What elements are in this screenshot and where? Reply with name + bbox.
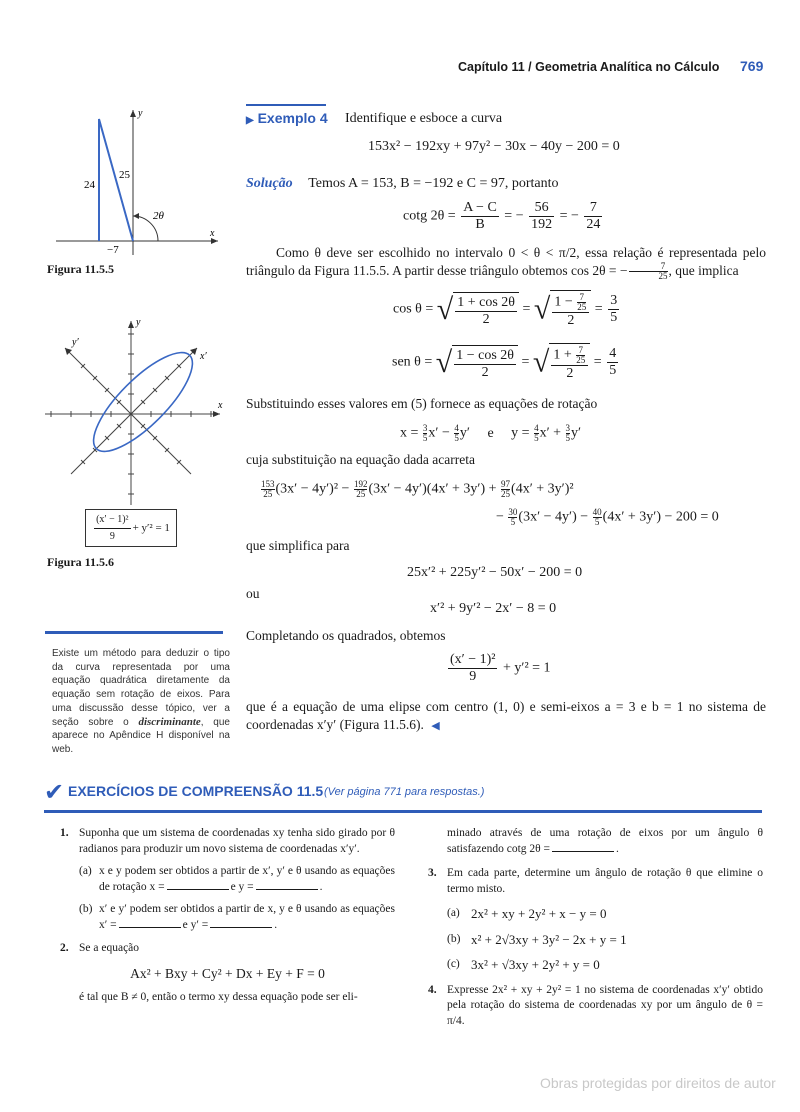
cotg-lhs: cotg 2θ = — [403, 208, 456, 224]
rot-b-var: y′ — [459, 425, 470, 441]
simplified-equation-2: x′² + 9y′² − 2x′ − 8 = 0 — [430, 601, 557, 616]
play-marker-icon: ▶ — [246, 115, 254, 126]
cotg-f1-den: B — [475, 217, 485, 232]
example-heading — [246, 110, 328, 126]
label-25: 25 — [119, 169, 130, 181]
sidebar-rule — [45, 631, 223, 634]
label-x: x — [210, 228, 215, 239]
solution-line — [246, 176, 559, 192]
paragraph-6: Completando os quadrados, obtemos — [246, 628, 446, 643]
sen-equation: sen θ = √ $\frac{1 - \cos 2\theta}{2}$ = √ 1 + $\frac{7}{25}$ 2 = $\frac{4}{5}$ — [392, 345, 617, 381]
s1-t2: (3x′ − 4y′)(4x′ + 3y′) + — [368, 481, 497, 497]
exercise-2-equation: Ax² + Bxy + Cy² + Dx + Ey + F = 0 — [130, 965, 325, 981]
end-marker-icon: ◀ — [431, 720, 440, 732]
label-y: y — [136, 317, 141, 328]
exercises-subtitle: (Ver página 771 para respostas.) — [324, 786, 485, 798]
note-emphasis: discriminante — [138, 715, 201, 728]
s2-t2: (4x′ + 3y′) − 200 = 0 — [602, 509, 719, 525]
exercise-2 — [60, 941, 395, 957]
cos-r2-top: 1 − — [554, 294, 573, 310]
simplified-equation: 25x′² + 225y′² − 50x′ − 200 = 0 — [407, 565, 583, 580]
exercise-4 — [428, 983, 763, 1030]
cotg-f2-num: 56 — [529, 200, 554, 217]
cotg-f3-den: 24 — [586, 217, 601, 232]
box-numerator: (x′ − 1)² — [94, 512, 131, 529]
sen-r2-top: 1 + — [553, 347, 572, 363]
s1-t1: (3x′ − 4y′)² − — [275, 481, 350, 497]
exercise-2-cont-end: . — [616, 842, 619, 855]
example-title: Exemplo 4 — [257, 110, 328, 126]
final-equation — [446, 652, 551, 685]
para1-frac-den: 25 — [658, 271, 668, 282]
exercise-1-number: 1. — [60, 827, 69, 839]
box-fraction — [94, 512, 131, 545]
cos-equation: cos θ = √ $\frac{1 + \cos 2\theta}{2}$ = √ 1 − $\frac{7}{25}$ 2 = $\frac{3}{5}$ — [393, 292, 618, 328]
s2-t1: (3x′ − 4y′) − — [518, 509, 589, 525]
conclusion — [246, 698, 766, 735]
angle-arrow — [133, 213, 139, 219]
note-text: Existe um método para deduzir o tipo da curva representada por uma equação quadrática diretamente da equação sem rotação de eixos. Para uma discussão desse tópico, ver a seção sobre o — [52, 648, 230, 728]
sen-r2-sf-num: 7 — [576, 346, 585, 356]
cos-r1-num: 1 + cos 2θ — [457, 294, 515, 310]
sen-eq2: = — [593, 354, 602, 370]
x-axis-arrow — [213, 411, 220, 417]
answer-blank[interactable] — [167, 889, 229, 890]
s2-f2-den: 5 — [594, 517, 600, 527]
s1-t3: (4x′ + 3y′)² — [511, 481, 574, 497]
sidebar-note — [52, 647, 230, 757]
label-x-prime: x′ — [200, 351, 207, 362]
cotg-f2-den: 192 — [531, 217, 553, 232]
exercises-rule — [44, 810, 762, 813]
exercise-2-text-after: é tal que B ≠ 0, então o termo xy dessa equação pode ser eli- — [79, 991, 358, 1003]
cos-res-den: 5 — [610, 310, 618, 325]
s1-f3-num: 97 — [501, 479, 511, 489]
cos-res-num: 3 — [610, 293, 618, 308]
exercise-2-cont-text: minado através de uma rotação de eixos por um ângulo θ satisfazendo cotg 2θ = — [447, 827, 763, 855]
cotg-eq2: = − — [504, 208, 524, 224]
cos-r2-den: 2 — [567, 313, 575, 328]
exercise-1a-text-b: e y = — [230, 880, 254, 893]
figure-11-5-6 — [40, 315, 230, 510]
s2-f1-den: 5 — [510, 517, 516, 527]
watermark: Obras protegidas por direitos de autor — [540, 1075, 776, 1091]
sen-eq: = — [521, 354, 530, 370]
exercise-2-number: 2. — [60, 942, 69, 954]
label-y-prime: y′ — [72, 337, 79, 348]
exercise-3b — [447, 932, 763, 948]
sen-r2-sf-den: 25 — [576, 355, 586, 365]
exercise-1a-text: x e y podem ser obtidos a partir de x′, y′ e θ usando as equações de rotação x = — [99, 865, 395, 893]
para1-end: , que implica — [668, 263, 739, 278]
box-denominator: 9 — [109, 530, 115, 542]
rot-c-var: x′ + — [539, 425, 562, 441]
checkmark-icon: ✔ — [44, 780, 65, 806]
exercise-3b-equation: x² + 2√3xy + 3y² − 2x + y = 1 — [471, 931, 627, 947]
exercise-3c — [447, 957, 763, 973]
exercise-1a-label: (a) — [79, 865, 92, 877]
rot-d-den: 5 — [565, 433, 571, 443]
y-axis-arrow — [130, 110, 136, 117]
rot-d-var: y′ — [571, 425, 582, 441]
running-header: Capítulo 11 / Geometria Analítica no Cálculo — [458, 60, 720, 74]
paragraph-5: ou — [246, 586, 260, 601]
sen-lhs: sen θ = — [392, 354, 433, 370]
rot-a-den: 5 — [422, 433, 428, 443]
rotation-equations — [400, 424, 581, 443]
cos-lhs: cos θ = — [393, 301, 434, 317]
sen-r1-den: 2 — [481, 364, 489, 380]
sen-res-num: 4 — [609, 346, 617, 361]
cos-eq: = — [522, 301, 531, 317]
exercise-1-text: Suponha que um sistema de coordenadas xy tenha sido girado por θ radianos para produzir um novo sistema de coordenadas x′y′. — [79, 827, 395, 855]
s1-f1-den: 25 — [263, 489, 273, 499]
cos-eq2: = — [594, 301, 603, 317]
exercise-1b-end: . — [274, 918, 278, 931]
rot-c-den: 5 — [534, 433, 539, 443]
exercise-1b-text-b: e y′ = — [182, 918, 209, 931]
substitution-line-1 — [260, 480, 574, 499]
figure-caption-2: Figura 11.5.6 — [47, 555, 115, 569]
y-axis-arrow — [128, 321, 134, 328]
y-prime-axis — [65, 348, 191, 474]
answer-blank[interactable] — [119, 927, 181, 928]
exercise-1a-end: . — [319, 880, 323, 893]
rot-a-num: 3 — [422, 423, 428, 433]
exercise-1a — [79, 864, 395, 895]
rot-x-lhs: x = — [400, 425, 419, 441]
label-2theta: 2θ — [153, 210, 164, 222]
cotg-f1-num: A − C — [463, 200, 497, 215]
conclusion-text: que é a equação de uma elipse com centro (1, 0) e semi-eixos a = 3 e b = 1 no sistema de coordenadas x′y′ (Figura 11.5.6). — [246, 699, 766, 732]
exercises-title: EXERCÍCIOS DE COMPREENSÃO 11.5 — [68, 783, 324, 799]
note-text-end: , que aparece no Apêndice H disponível na web. — [52, 716, 230, 755]
label-minus7: −7 — [107, 244, 119, 256]
box-rest: + y′² = 1 — [132, 522, 170, 534]
exercise-1b — [79, 902, 395, 933]
final-rest: + y′² = 1 — [502, 660, 551, 676]
exercise-1b-text: x′ e y′ podem ser obtidos a partir de x, y e θ usando as equações x′ = — [99, 903, 395, 931]
exercise-3 — [428, 866, 763, 897]
exercise-3-text: Em cada parte, determine um ângulo de rotação θ que elimine o termo misto. — [447, 867, 763, 895]
exercise-1-stem — [60, 826, 395, 857]
answer-blank[interactable] — [210, 927, 272, 928]
cos-r2-sf-den: 25 — [577, 302, 587, 312]
rot-a-var: x′ − — [428, 425, 450, 441]
exercise-3-number: 3. — [428, 867, 437, 879]
exercise-3b-label: (b) — [447, 932, 461, 945]
exercise-2-continued — [447, 826, 763, 857]
s1-f2-num: 192 — [353, 479, 368, 489]
exercise-3a-equation: 2x² + xy + 2y² + x − y = 0 — [471, 906, 607, 921]
s2-f2-num: 40 — [592, 507, 602, 517]
sen-r1-num: 1 − cos 2θ — [456, 347, 514, 363]
s1-f3-den: 25 — [501, 489, 511, 499]
sen-res-den: 5 — [609, 363, 617, 378]
example-rule — [246, 104, 326, 106]
rot-d-num: 3 — [565, 423, 571, 433]
exercises-right-column — [428, 826, 763, 1029]
exercise-4-number: 4. — [428, 983, 437, 996]
solution-label: Solução — [246, 176, 293, 191]
cotg-eq3: = − — [559, 208, 579, 224]
exercise-3c-equation: 3x² + √3xy + 2y² + y = 0 — [471, 957, 600, 972]
answer-blank[interactable] — [552, 851, 614, 852]
example-equation: 153x² − 192xy + 97y² − 30x − 40y − 200 = 0 — [368, 139, 620, 154]
example-prompt: Identifique e esboce a curva — [345, 111, 503, 126]
x-prime-axis — [71, 348, 197, 474]
rot-conj: e — [487, 425, 494, 441]
cos-r2-sf-num: 7 — [577, 293, 586, 303]
rot-y-lhs: y = — [511, 425, 530, 441]
label-24: 24 — [84, 179, 95, 191]
figure-equation-box — [85, 509, 177, 547]
para1-text: Como θ deve ser escolhido no intervalo 0 < θ < π/2, essa relação é representada pelo triângulo da Figura 11.5.5. A partir desse triângulo obtemos cos 2θ = − — [246, 245, 766, 278]
s1-f1-num: 153 — [261, 479, 275, 489]
substitution-line-2 — [496, 508, 719, 527]
s1-f2-den: 25 — [356, 489, 366, 499]
exercise-1b-label: (b) — [79, 903, 93, 915]
sen-r2-den: 2 — [566, 366, 574, 381]
label-y: y — [138, 108, 143, 119]
paragraph-3: cuja substituição na equação dada acarreta — [246, 452, 475, 467]
s2-pre: − — [496, 509, 504, 525]
solution-intro: Temos A = 153, B = −192 e C = 97, portanto — [308, 176, 559, 191]
exercise-3a — [447, 906, 763, 922]
label-x: x — [218, 400, 223, 411]
paragraph-1 — [246, 244, 766, 281]
paragraph-2: Substituindo esses valores em (5) fornece as equações de rotação — [246, 396, 598, 411]
s2-f1-num: 30 — [508, 507, 518, 517]
final-den: 9 — [469, 669, 477, 684]
cotg-f3-num: 7 — [584, 200, 602, 217]
exercise-3a-label: (a) — [447, 907, 460, 919]
figure-caption-1: Figura 11.5.5 — [47, 262, 115, 276]
paragraph-4: que simplifica para — [246, 538, 350, 553]
exercise-4-text: Expresse 2x² + xy + 2y² = 1 no sistema de coordenadas x′y′ obtido pela rotação do sistema de coordenadas xy por um ângulo de θ = π/4. — [447, 983, 763, 1027]
cos-r1-den: 2 — [482, 311, 490, 327]
cotg-equation — [403, 200, 604, 233]
rot-c-num: 4 — [534, 423, 539, 433]
page-number: 769 — [740, 58, 764, 74]
answer-blank[interactable] — [256, 889, 318, 890]
exercise-2-text: Se a equação — [79, 942, 140, 954]
exercise-3c-label: (c) — [447, 958, 460, 970]
final-num: (x′ − 1)² — [450, 652, 496, 667]
exercise-1 — [60, 826, 395, 1006]
rot-b-num: 4 — [454, 423, 459, 433]
para1-frac-num: 7 — [629, 262, 668, 272]
figure-11-5-5 — [40, 100, 230, 260]
rot-b-den: 5 — [454, 433, 459, 443]
